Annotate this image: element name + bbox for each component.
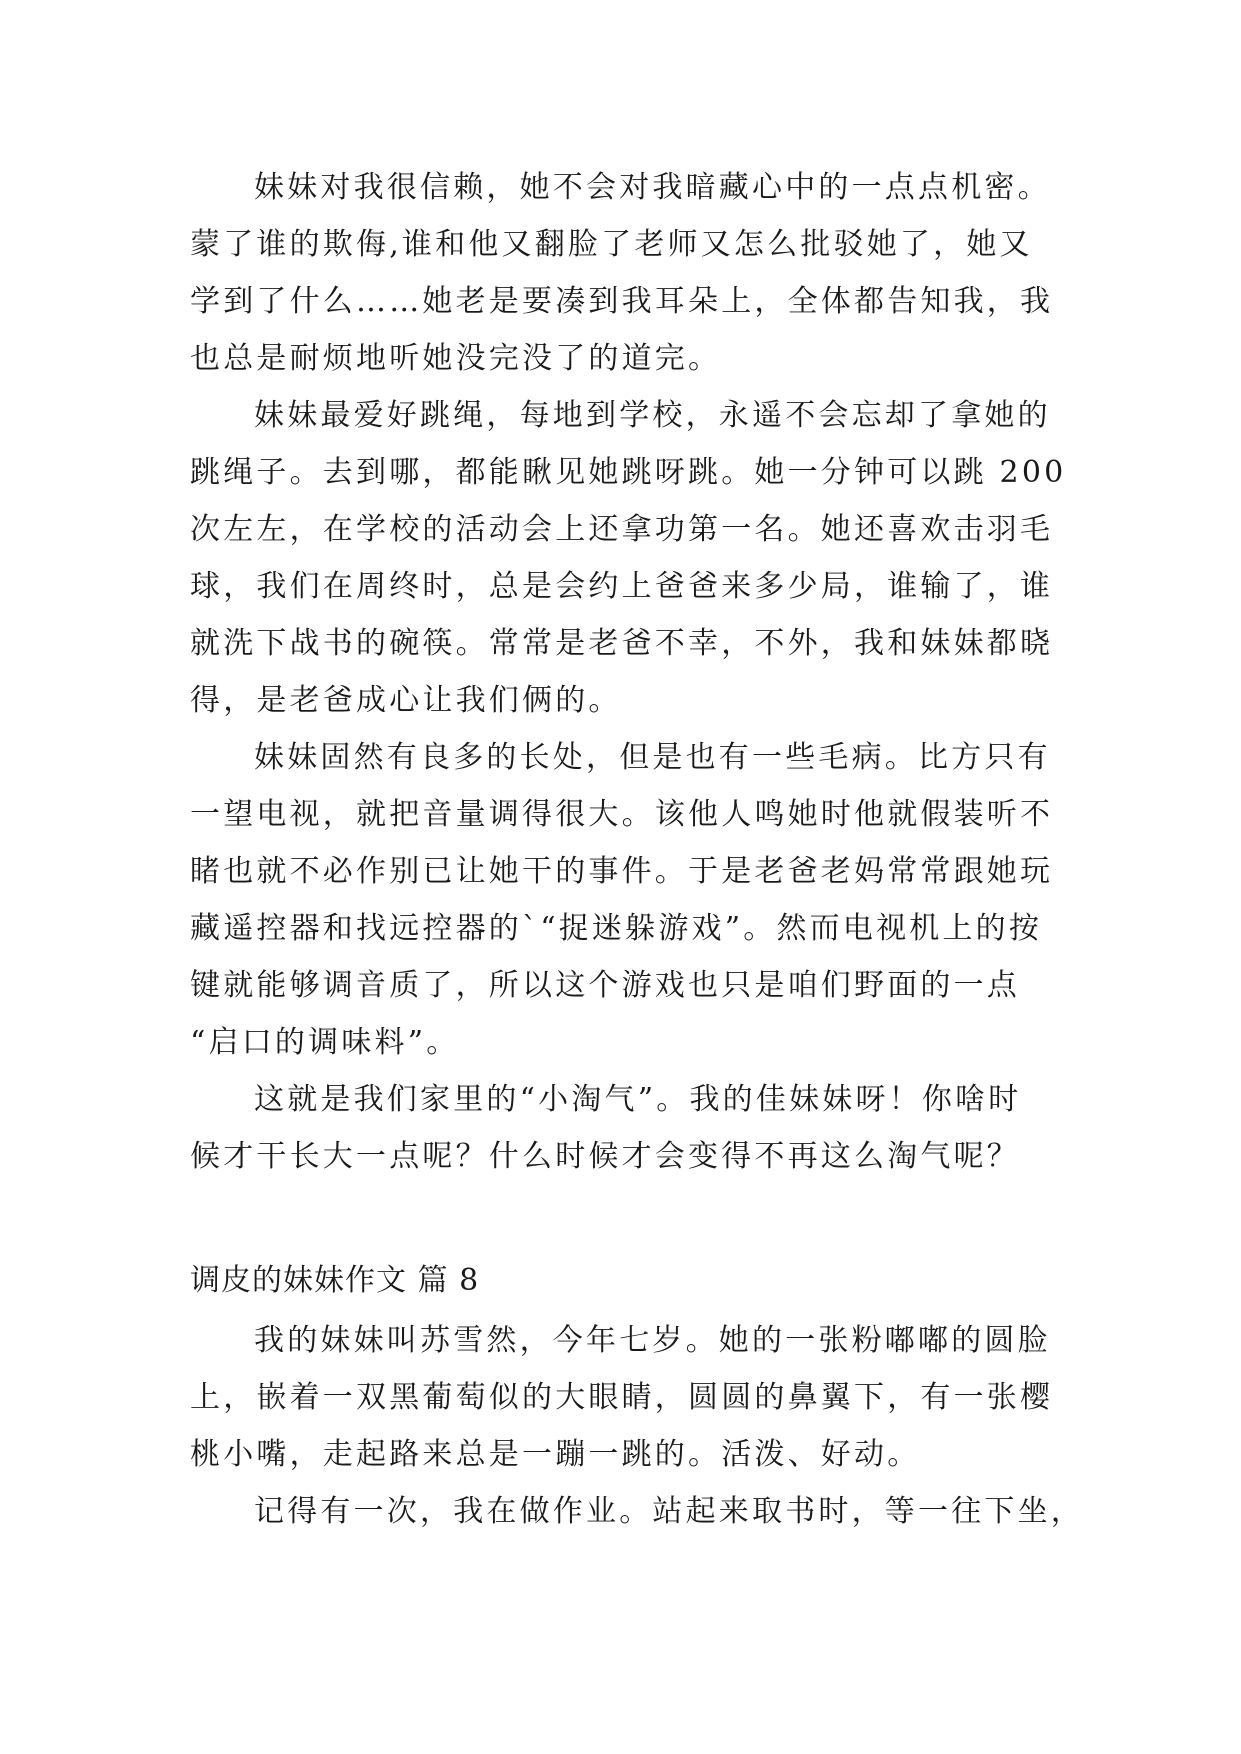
paragraph-line: 上，嵌着一双黑葡萄似的大眼睛，圆圆的鼻翼下，有一张樱 [190, 1380, 1054, 1415]
paragraph-line: 一望电视，就把音量调得很大。该他人鸣她时他就假装听不 [190, 797, 1054, 832]
paragraph-line: 次左左，在学校的活动会上还拿功第一名。她还喜欢击羽毛 [190, 512, 1054, 547]
paragraph-line: 记得有一次，我在做作业。站起来取书时，等一往下坐， [254, 1494, 1084, 1529]
paragraph-line: 桃小嘴，走起路来总是一蹦一跳的。活泼、好动。 [190, 1437, 921, 1472]
paragraph-line: 妹妹对我很信赖，她不会对我暗藏心中的一点点机密。 [254, 170, 1051, 205]
section-heading: 调皮的妹妹作文 篇 8 [190, 1263, 480, 1298]
paragraph-line: 球，我们在周终时，总是会约上爸爸来多少局，谁输了，谁 [190, 569, 1054, 604]
paragraph-line: 候才干长大一点呢？什么时候才会变得不再这么淘气呢？ [190, 1139, 1020, 1174]
paragraph-line: 蒙了谁的欺侮,谁和他又翻脸了老师又怎么批驳她了，她又 [190, 227, 1033, 262]
paragraph-line: 也总是耐烦地听她没完没了的道完。 [190, 341, 722, 376]
paragraph-line: 妹妹最爱好跳绳，每地到学校，永遥不会忘却了拿她的 [254, 398, 1051, 433]
paragraph-line: 就洗下战书的碗筷。常常是老爸不幸，不外，我和妹妹都晓 [190, 626, 1054, 661]
paragraph-line: 得，是老爸成心让我们俩的。 [190, 683, 622, 718]
paragraph-line: 键就能够调音质了，所以这个游戏也只是咱们野面的一点 [190, 968, 1020, 1003]
paragraph-line: 我的妹妹叫苏雪然，今年七岁。她的一张粉嘟嘟的圆脸 [254, 1323, 1051, 1358]
paragraph-line: “启口的调味料”。 [190, 1025, 460, 1060]
paragraph-line: 跳绳子。去到哪，都能瞅见她跳呀跳。她一分钟可以跳 200 [190, 455, 1067, 490]
paragraph-line: 藏遥控器和找远控器的`“捉迷躲游戏”。然而电视机上的按 [190, 911, 1043, 946]
paragraph-line: 这就是我们家里的“小淘气”。我的佳妹妹呀！你啥时 [254, 1082, 1022, 1117]
paragraph-line: 学到了什么……她老是要凑到我耳朵上，全体都告知我，我 [190, 284, 1054, 319]
paragraph-line: 睹也就不必作别已让她干的事件。于是老爸老妈常常跟她玩 [190, 854, 1054, 889]
paragraph-line: 妹妹固然有良多的长处，但是也有一些毛病。比方只有 [254, 740, 1051, 775]
